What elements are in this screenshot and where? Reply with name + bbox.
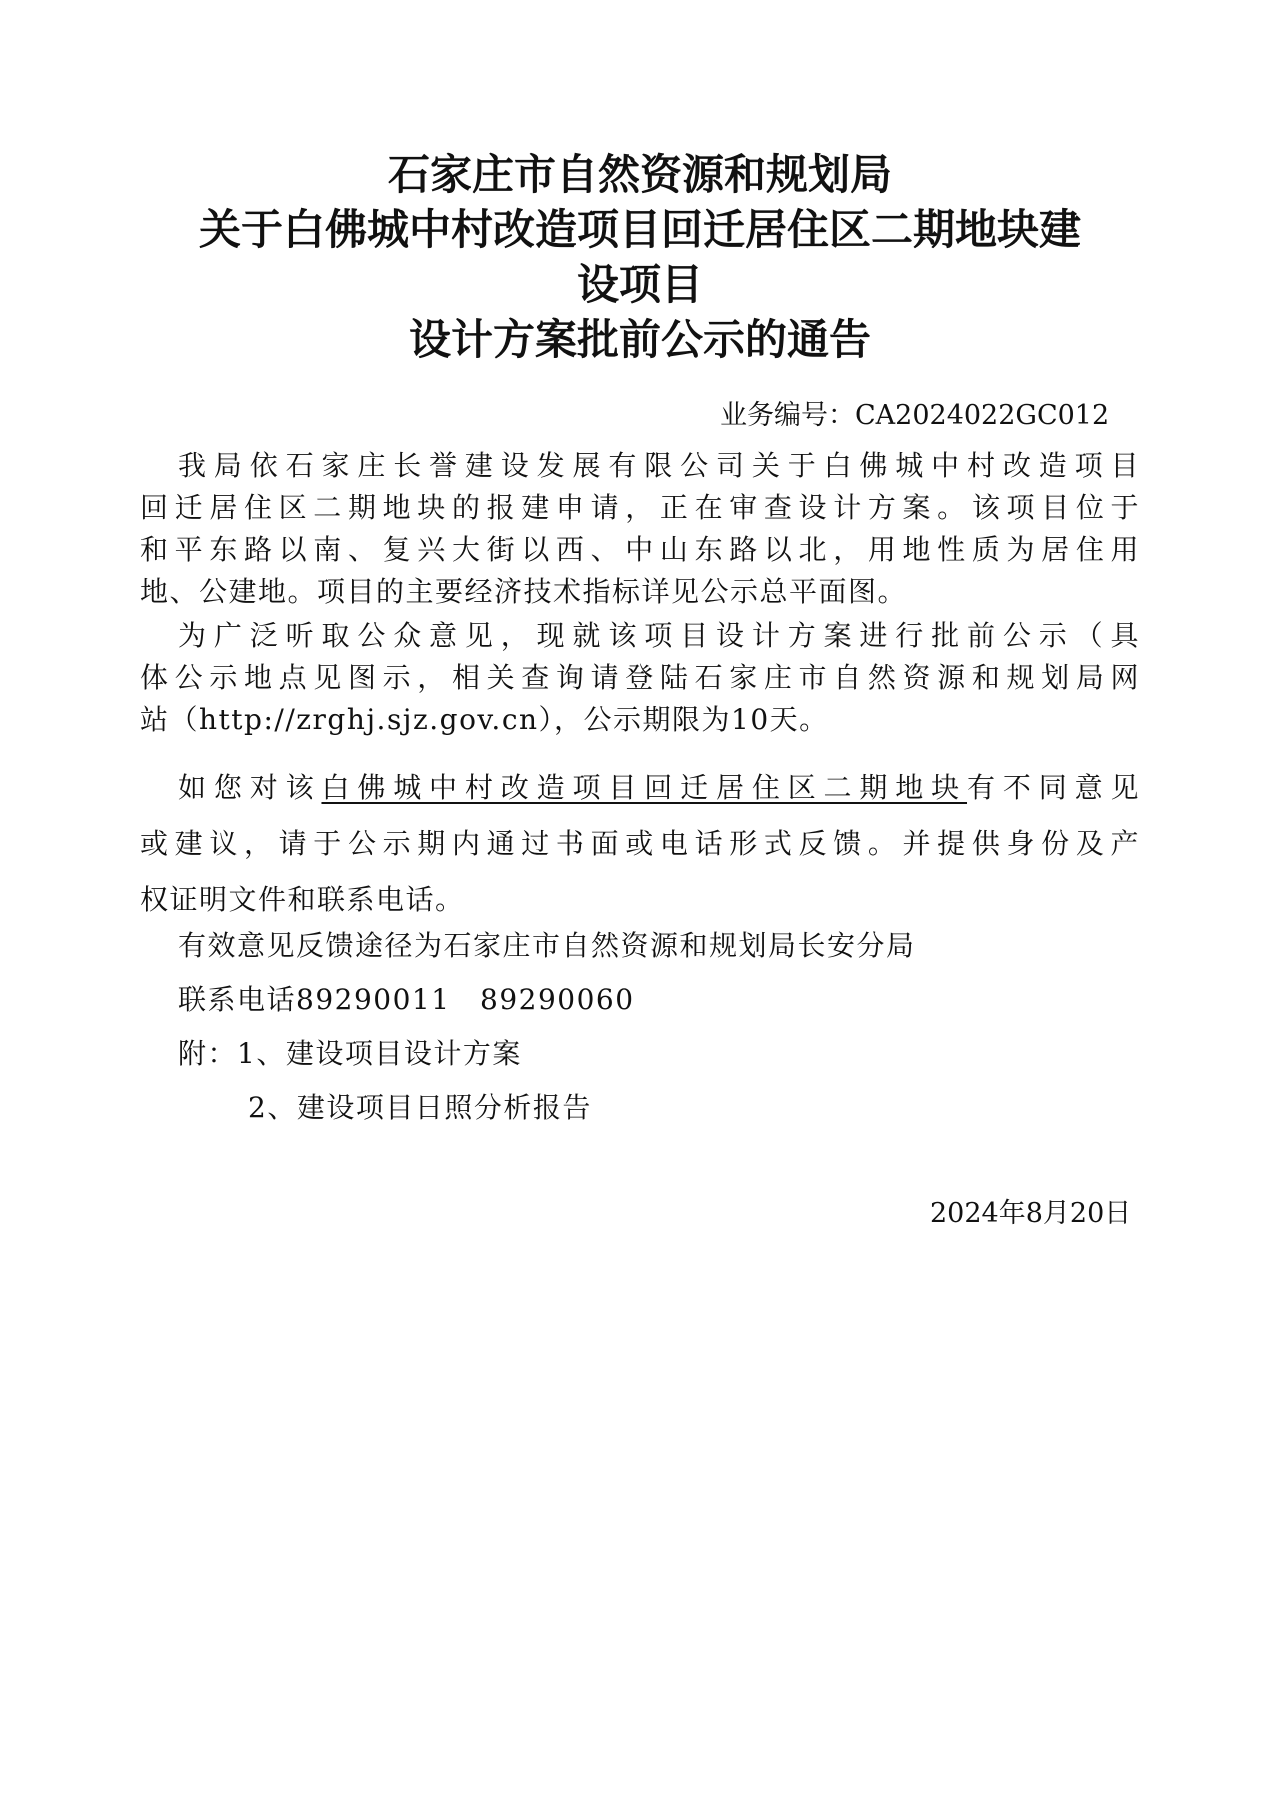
feedback-channel: 有效意见反馈途径为石家庄市自然资源和规划局长安分局 xyxy=(178,929,916,962)
paragraph-line: 或建议，请于公示期内通过书面或电话形式反馈。并提供身份及产 xyxy=(140,827,1140,860)
contact-phone: 联系电话89290011 89290060 xyxy=(178,983,635,1016)
title-line-2: 关于白佛城中村改造项目回迁居住区二期地块建 xyxy=(198,205,1081,254)
paragraph-line: 我局依石家庄长誉建设发展有限公司关于白佛城中村改造项目 xyxy=(178,449,1140,482)
paragraph-line: 为广泛听取公众意见，现就该项目设计方案进行批前公示（具 xyxy=(178,619,1140,652)
title-line-1: 石家庄市自然资源和规划局 xyxy=(387,150,892,199)
title-line-4: 设计方案批前公示的通告 xyxy=(408,315,871,364)
paragraph-application xyxy=(140,445,1140,613)
project-name-underlined: 白佛城中村改造项目回迁居住区二期地块 xyxy=(321,771,968,804)
paragraph-line: 权证明文件和联系电话。 xyxy=(140,883,465,916)
paragraph-line: 回迁居住区二期地块的报建申请，正在审查设计方案。该项目位于 xyxy=(140,491,1140,524)
title-line-3: 设项目 xyxy=(576,260,703,309)
business-number: 业务编号：CA2024022GC012 xyxy=(720,400,1110,431)
paragraph-suffix: 有不同意见 xyxy=(967,771,1140,804)
paragraph-line: 地、公建地。项目的主要经济技术指标详见公示总平面图。 xyxy=(140,575,908,608)
paragraph-feedback xyxy=(140,760,1140,928)
paragraph-public-notice xyxy=(140,615,1140,741)
attachment-item-2: 2、建设项目日照分析报告 xyxy=(248,1091,592,1124)
paragraph-line: 体公示地点见图示，相关查询请登陆石家庄市自然资源和规划局网 xyxy=(140,661,1140,694)
paragraph-line: 和平东路以南、复兴大街以西、中山东路以北，用地性质为居住用 xyxy=(140,533,1140,566)
paragraph-line xyxy=(140,760,1140,816)
paragraph-line: 站（http://zrghj.sjz.gov.cn），公示期限为10天。 xyxy=(140,703,829,736)
paragraph-prefix: 如您对该 xyxy=(178,771,322,804)
attachment-item-1: 附：1、建设项目设计方案 xyxy=(178,1037,522,1070)
notice-date: 2024年8月20日 xyxy=(930,1198,1132,1229)
